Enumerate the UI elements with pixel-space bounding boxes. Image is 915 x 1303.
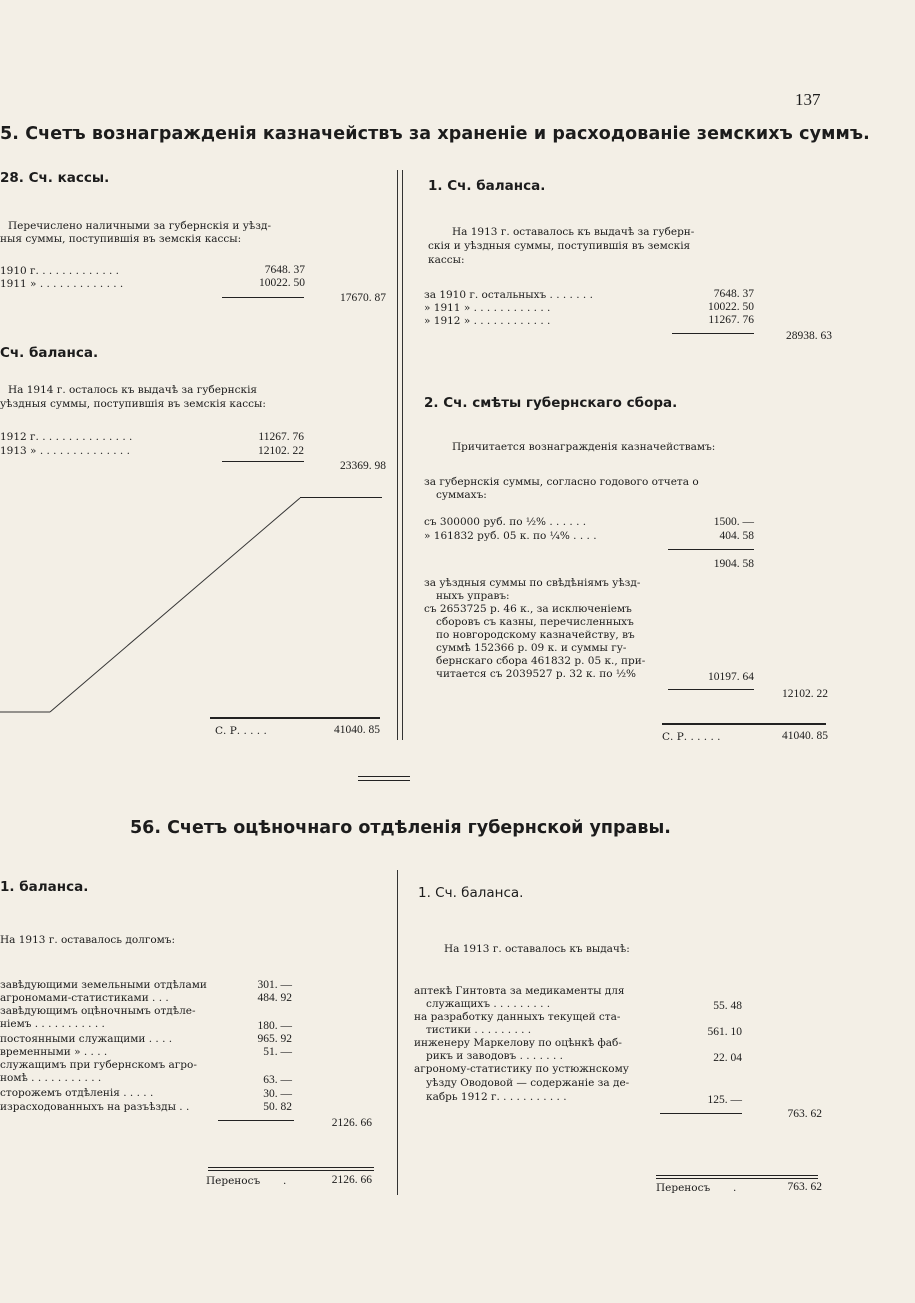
sr-total: 41040. 85 xyxy=(782,730,828,742)
payable-amount: 125. — xyxy=(707,1094,742,1106)
column-divider xyxy=(402,170,403,740)
rule xyxy=(668,549,754,550)
s2-uezd-text: ныхъ управъ: xyxy=(436,590,510,602)
rule xyxy=(656,1178,818,1179)
s2-uezd-text: сборовъ съ казны, перечисленныхъ xyxy=(436,616,634,628)
debt-row-label: сторожемъ отдѣленія . . . . . xyxy=(0,1087,154,1099)
s2-intro: Причитается вознагражденія казначействамъ: xyxy=(452,441,716,453)
balansa-row-label: 1912 г. . . . . . . . . . . . . . . xyxy=(0,431,133,443)
s2-heading: 2. Сч. смѣты губернскаго сбора. xyxy=(424,395,678,411)
debt-row-label: израсходованныхъ на разъѣзды . . xyxy=(0,1101,190,1113)
kassy-heading: 28. Сч. кассы. xyxy=(0,170,110,186)
sr-label: С. Р. . . . . . xyxy=(662,731,721,743)
debt-row-amount: 30. — xyxy=(263,1088,292,1100)
bottom-left-intro: На 1913 г. оставалось долгомъ: xyxy=(0,934,176,946)
section-title-bottom: 56. Счетъ оцѣночнаго отдѣленія губернской управы. xyxy=(130,818,671,838)
kassy-row-label: 1910 г. . . . . . . . . . . . . xyxy=(0,265,120,277)
debt-row-amount: 63. — xyxy=(263,1074,292,1086)
perenos-dot: . xyxy=(733,1182,737,1194)
payable-amount: 561. 10 xyxy=(707,1026,742,1038)
s1-row-label: за 1910 г. остальныхъ . . . . . . . xyxy=(424,289,593,301)
rule xyxy=(358,780,410,781)
kassy-row-label: 1911 » . . . . . . . . . . . . . xyxy=(0,278,124,290)
s1-row-label: » 1911 » . . . . . . . . . . . . xyxy=(424,302,551,314)
s2-row-label: съ 300000 руб. по ½% . . . . . . xyxy=(424,516,587,528)
debt-row-label: завѣдующимъ оцѣночнымъ отдѣле- xyxy=(0,1005,196,1017)
sr-total: 41040. 85 xyxy=(334,724,380,736)
debt-row-label: ніемъ . . . . . . . . . . . xyxy=(0,1018,105,1030)
s2-subtotal: 1904. 58 xyxy=(713,558,754,570)
payable-text: кабрь 1912 г. . . . . . . . . . . xyxy=(426,1091,567,1103)
debt-row-label: завѣдующими земельными отдѣлами xyxy=(0,979,207,991)
payable-text: служащихъ . . . . . . . . . xyxy=(426,998,551,1010)
balansa-row-amount: 12102. 22 xyxy=(258,445,304,457)
rule xyxy=(662,723,826,725)
column-divider xyxy=(397,870,398,1195)
bottom-right-total: 763. 62 xyxy=(787,1108,822,1120)
balansa-heading: Сч. баланса. xyxy=(0,345,99,361)
rule xyxy=(656,1175,818,1176)
payable-text: на разработку данныхъ текущей ста- xyxy=(414,1011,621,1023)
rule xyxy=(208,1170,374,1171)
payable-text: рикъ и заводовъ . . . . . . . xyxy=(426,1050,563,1062)
s2-uezd-text: за уѣздныя суммы по свѣдѣніямъ уѣзд- xyxy=(424,577,641,589)
s1-row-label: » 1912 » . . . . . . . . . . . . xyxy=(424,315,551,327)
debt-row-amount: 51. — xyxy=(263,1046,292,1058)
diagonal-filler-line xyxy=(0,490,400,720)
kassy-text: Перечислено наличными за губернскія и уѣзд- xyxy=(8,220,272,232)
s2-uezd-text: читается съ 2039527 р. 32 к. по ½% xyxy=(436,668,637,680)
s2-row-amount: 404. 58 xyxy=(719,530,754,542)
kassy-total: 17670. 87 xyxy=(340,292,386,304)
s1-text: На 1913 г. оставалось къ выдачѣ за губерн- xyxy=(452,226,695,238)
balansa-text: уѣздныя суммы, поступившія въ земскія кассы: xyxy=(0,398,266,410)
balansa-total: 23369. 98 xyxy=(340,460,386,472)
payable-text: тистики . . . . . . . . . xyxy=(426,1024,532,1036)
bottom-right-heading: 1. Сч. баланса. xyxy=(418,885,524,901)
s2-uezd-text: по новгородскому казначейству, въ xyxy=(436,629,635,641)
sr-label: С. Р. . . . . xyxy=(215,725,267,737)
s2-row-amount: 1500. — xyxy=(713,516,754,528)
s1-text: скія и уѣздныя суммы, поступившія въ земскія xyxy=(428,240,691,252)
page-number: 137 xyxy=(795,90,821,109)
perenos-label: Переносъ xyxy=(656,1182,711,1194)
section-title-top: 5. Счетъ вознагражденія казначействъ за храненіе и расходованіе земскихъ суммъ. xyxy=(0,124,870,144)
s2-uezd-text: бернскаго сбора 461832 р. 05 к., при- xyxy=(436,655,646,667)
perenos-amount: 763. 62 xyxy=(787,1181,822,1193)
bottom-right-intro: На 1913 г. оставалось къ выдачѣ: xyxy=(444,943,630,955)
rule xyxy=(672,333,754,334)
balansa-row-label: 1913 » . . . . . . . . . . . . . . xyxy=(0,445,130,457)
s1-text: кассы: xyxy=(428,254,465,266)
s2-uezd-amount: 10197. 64 xyxy=(708,671,754,683)
s2-uezd-text: суммѣ 152366 р. 09 к. и суммы гу- xyxy=(436,642,627,654)
debt-row-amount: 965. 92 xyxy=(257,1033,292,1045)
s1-row-amount: 7648. 37 xyxy=(713,288,754,300)
debt-row-amount: 484. 92 xyxy=(257,992,292,1004)
payable-amount: 22. 04 xyxy=(713,1052,742,1064)
rule xyxy=(660,1113,742,1114)
s2-row-label: » 161832 руб. 05 к. по ¼% . . . . xyxy=(424,530,597,542)
payable-text: инженеру Маркелову по оцѣнкѣ фаб- xyxy=(414,1037,622,1049)
kassy-row-amount: 7648. 37 xyxy=(264,264,305,276)
rule xyxy=(222,297,304,298)
bottom-left-heading: 1. баланса. xyxy=(0,879,89,895)
debt-row-label: постоянными служащими . . . . xyxy=(0,1033,173,1045)
debt-row-amount: 50. 82 xyxy=(263,1101,292,1113)
rule xyxy=(218,1120,294,1121)
perenos-label: Переносъ xyxy=(206,1175,261,1187)
s2-text: суммахъ: xyxy=(436,489,487,501)
rule xyxy=(208,1167,374,1168)
s2-text: за губернскія суммы, согласно годового отчета о xyxy=(424,476,699,488)
s1-total: 28938. 63 xyxy=(786,330,832,342)
debt-row-label: временными » . . . . xyxy=(0,1046,108,1058)
bottom-left-total: 2126. 66 xyxy=(331,1117,372,1129)
debt-row-amount: 180. — xyxy=(257,1020,292,1032)
rule xyxy=(358,776,410,777)
s1-row-amount: 10022. 50 xyxy=(708,301,754,313)
balansa-row-amount: 11267. 76 xyxy=(258,431,304,443)
payable-text: аптекѣ Гинтовта за медикаменты для xyxy=(414,985,625,997)
perenos-dot: . xyxy=(283,1175,287,1187)
kassy-text: ныя суммы, поступившія въ земскія кассы: xyxy=(0,233,242,245)
debt-row-label: номѣ . . . . . . . . . . . xyxy=(0,1072,102,1084)
rule xyxy=(222,461,304,462)
debt-row-amount: 301. — xyxy=(257,979,292,991)
kassy-row-amount: 10022. 50 xyxy=(259,277,305,289)
perenos-amount: 2126. 66 xyxy=(331,1174,372,1186)
payable-text: агроному-статистику по устюжнскому xyxy=(414,1063,629,1075)
s2-uezd-text: съ 2653725 р. 46 к., за исключеніемъ xyxy=(424,603,632,615)
s1-heading: 1. Сч. баланса. xyxy=(428,178,546,194)
rule xyxy=(210,717,380,719)
debt-row-label: служащимъ при губернскомъ агро- xyxy=(0,1059,197,1071)
s2-total: 12102. 22 xyxy=(782,688,828,700)
payable-text: уѣзду Оводовой — содержаніе за де- xyxy=(426,1077,630,1089)
payable-amount: 55. 48 xyxy=(713,1000,742,1012)
balansa-text: На 1914 г. осталось къ выдачѣ за губернскія xyxy=(8,384,258,396)
s1-row-amount: 11267. 76 xyxy=(708,314,754,326)
debt-row-label: агрономами-статистиками . . . xyxy=(0,992,169,1004)
